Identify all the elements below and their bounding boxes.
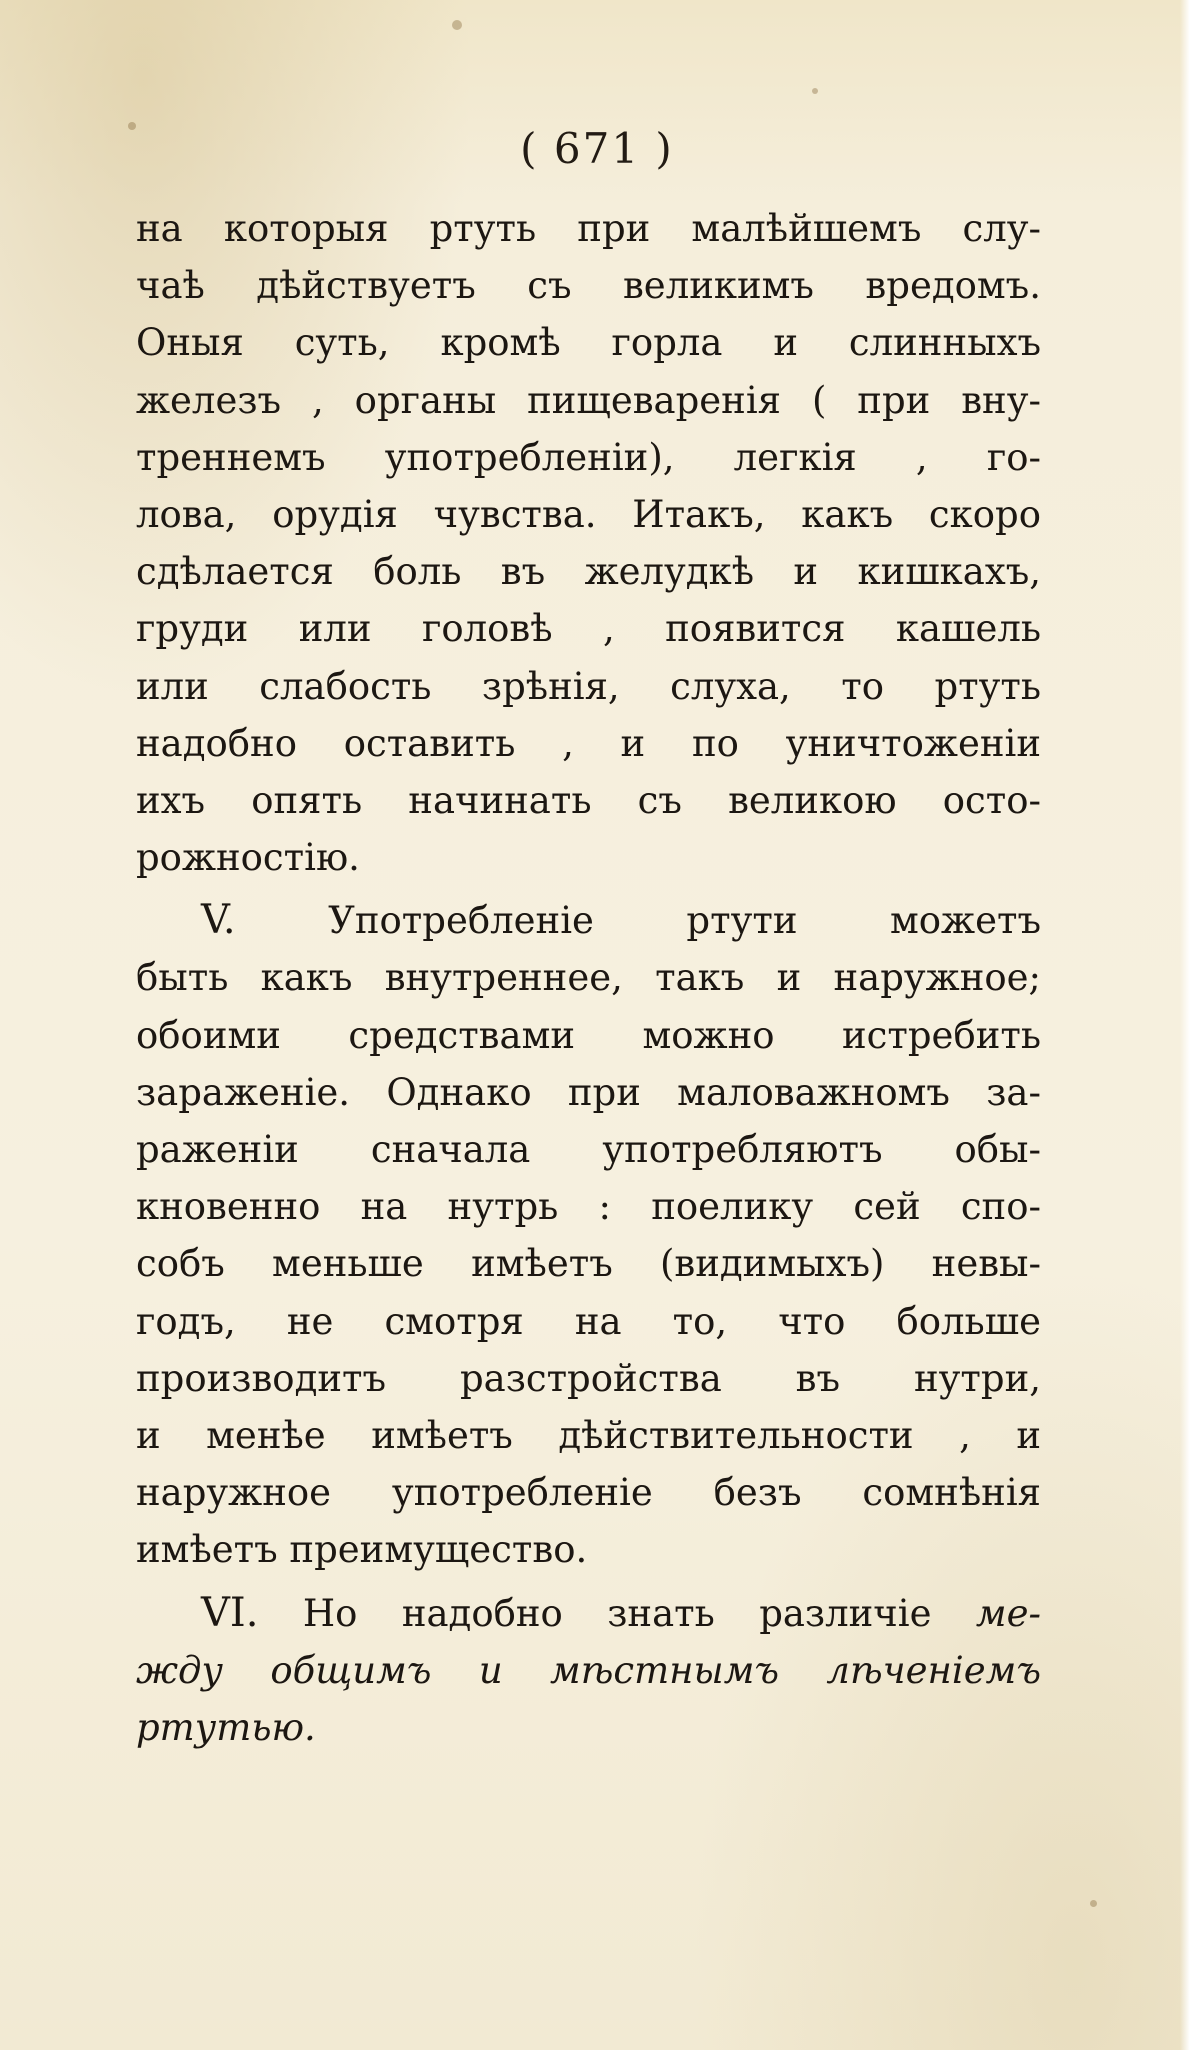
- page-number: ( 671 ): [520, 124, 674, 173]
- text-line: наружное употребленіе безъ сомнѣнія: [136, 1471, 1041, 1515]
- text-line: кновенно на нутрь : поелику сей спо-: [136, 1185, 1041, 1229]
- text-line: и менѣе имѣетъ дѣйствительности , и: [136, 1413, 1041, 1457]
- paper-speck: [452, 20, 462, 30]
- text-line: треннемъ употребленіи), легкія , го-: [136, 435, 1041, 479]
- text-line: ихъ опять начинать съ великою осто-: [136, 778, 1041, 822]
- section-vi-first-line-text: Но надобно знать различіе: [302, 1591, 932, 1635]
- text-line: собъ меньше имѣетъ (видимыхъ) невы-: [136, 1242, 1041, 1286]
- section-v-first-line: [136, 892, 1041, 949]
- text-line: раженіи сначала употребляютъ обы-: [136, 1128, 1041, 1171]
- section-vi-first-line: [136, 1585, 1041, 1642]
- section-v-numeral: V.: [201, 897, 236, 944]
- text-line: годъ, не смотря на то, что больше: [136, 1299, 1041, 1343]
- text-line: надобно оставить , и по уничтоженіи: [136, 721, 1041, 765]
- italic-line: жду общимъ и мѣстнымъ лѣченіемъ: [136, 1648, 1041, 1692]
- section-vi-italic-fragment: ме-: [975, 1591, 1041, 1635]
- text-line: рожностію.: [136, 836, 360, 880]
- text-line: на которыя ртуть при малѣйшемъ слу-: [136, 207, 1041, 250]
- paper-speck: [1090, 1900, 1097, 1907]
- text-line: сдѣлается боль въ желудкѣ и кишкахъ,: [136, 550, 1041, 594]
- text-line: чаѣ дѣйствуетъ съ великимъ вредомъ.: [136, 264, 1041, 308]
- page-edge: [1180, 0, 1194, 2050]
- text-line: лова, орудія чувства. Итакъ, какъ скоро: [136, 492, 1041, 536]
- section-vi-numeral: VI.: [201, 1589, 259, 1636]
- text-line: обоими средствами можно истребить: [136, 1013, 1041, 1057]
- text-line: быть какъ внутреннее, такъ и наружное;: [136, 956, 1041, 1000]
- italic-line: ртутью.: [136, 1705, 316, 1749]
- text-line: груди или головѣ , появится кашель: [136, 607, 1041, 651]
- paper-speck: [812, 88, 818, 94]
- text-line: железъ , органы пищеваренія ( при вну-: [136, 378, 1041, 422]
- body-text: [136, 200, 1041, 1756]
- text-line: Оныя суть, кромѣ горла и слинныхъ: [136, 321, 1041, 365]
- text-line: производитъ разстройства въ нутри,: [136, 1356, 1041, 1400]
- text-line: или слабость зрѣнія, слуха, то ртуть: [136, 664, 1041, 708]
- text-line: зараженіе. Однако при маловажномъ за-: [136, 1070, 1041, 1114]
- section-v-first-line-text: Употребленіе ртути можетъ: [328, 899, 1041, 943]
- text-line: имѣетъ преимущество.: [136, 1528, 588, 1572]
